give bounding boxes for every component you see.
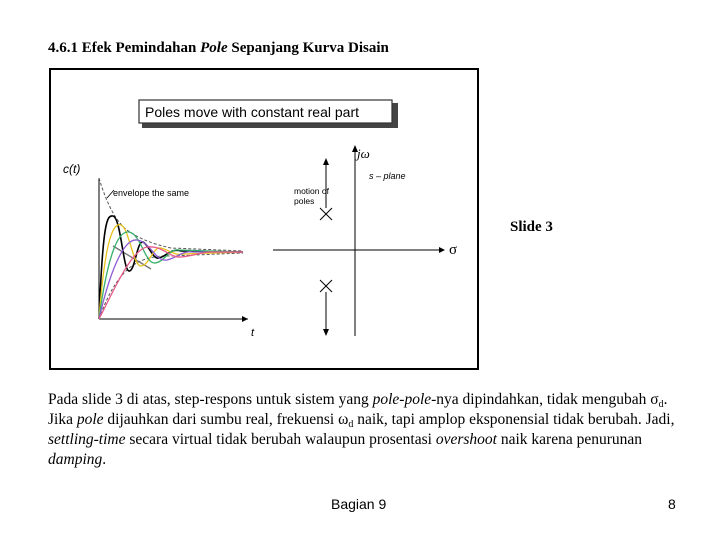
imaginary-axis-label: jω [357,146,370,161]
omega-symbol: ω [338,411,349,428]
response-plot [63,162,255,339]
section-heading [48,40,389,57]
para-italic-pole-pole: pole-pole [372,391,432,408]
step-response-figure [51,70,477,368]
real-axis-label: σ [449,242,458,258]
body-paragraph [48,390,678,470]
response-axis-label: c(t) [63,162,81,176]
figure-banner [139,100,398,128]
para-italic-damping: damping [48,451,103,468]
banner-text: Poles move with constant real part [145,104,359,120]
envelope-note: envelope the same [113,188,190,198]
lower-motion-arrowhead [323,329,329,336]
heading-italic: Pole [200,40,228,56]
para-italic-overshoot: overshoot [435,431,497,448]
response-curve-5 [99,247,243,319]
para-text-4: . Jika [48,391,668,428]
heading-suffix: Sepanjang Kurva Disain [227,40,389,56]
s-plane [273,145,457,336]
para-text-11: naik karena penurunan [496,431,643,448]
para-text-7: naik, tapi amplop eksponensial tidak berubah. Jadi, [353,411,675,428]
para-text-1: Pada slide 3 di atas, step-respons untuk sistem yang [48,391,373,408]
response-curve-3 [99,232,243,319]
response-curve-1 [99,216,243,319]
para-text-3: -nya dipindahkan, tidak mengubah [431,391,651,408]
para-text-9: secara virtual tidak berubah walaupun prosentasi [125,431,436,448]
motion-note-line1: motion of [294,186,329,196]
motion-note-line2: poles [294,196,315,206]
slide-label: Slide 3 [510,219,553,235]
para-text-13: . [102,451,107,468]
omega-subscript: d [348,419,354,430]
sigma-subscript: d [658,399,664,410]
time-axis-label: t [251,327,255,339]
plane-label: s – plane [369,171,406,181]
lower-envelope [99,253,243,319]
para-text-6: dijauhkan dari sumbu real, frekuensi [103,411,339,428]
footer-section-label: Bagian 9 [331,496,387,512]
page-number: 8 [668,496,676,512]
sigma-symbol: σ [650,391,659,408]
para-italic-pole: pole [76,411,104,428]
real-axis-arrowhead [439,247,445,253]
figure-frame [49,68,479,370]
para-italic-settling-time: settling-time [48,431,126,448]
upper-motion-arrowhead [323,158,329,165]
heading-prefix: 4.6.1 Efek Pemindahan [48,40,201,56]
time-axis-arrowhead [242,316,248,322]
